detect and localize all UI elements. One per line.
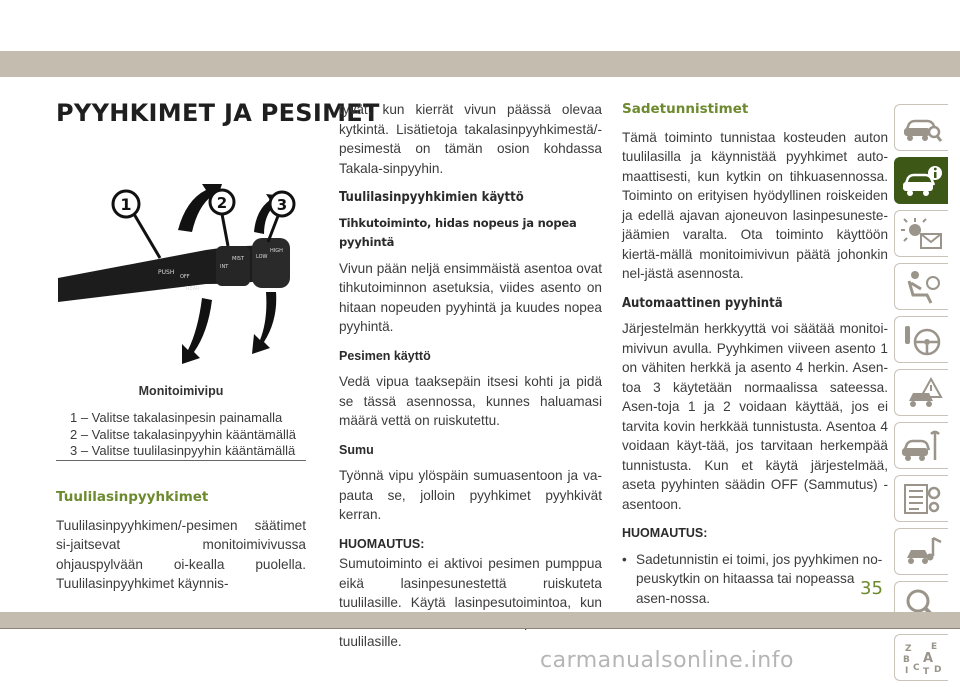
lever-label-mist: MIST [232,256,245,262]
tab-car-tools[interactable] [894,422,948,469]
paragraph: Tuulilasinpyyhkimen/-pesimen säätimet si-jaitsevat monitoimivivussa ohjauspylvään oi-kealla puolella. Tuulilasinpyyhkimet käynnis- [56,517,306,591]
note-label: HUOMAUTUS: [339,536,425,551]
subsection-heading: Pesimen käyttö [339,348,431,363]
seat-airbag-icon [901,269,943,305]
index-letter-e: E [930,641,937,652]
subsection-heading: Sumu [339,442,374,457]
caption-divider [56,460,306,461]
watermark: carmanualsonline.info [540,648,794,673]
note-text: Sumutoiminto ei aktivoi pesimen pumppua eikä lasinpesunestettä ruiskuteta tuulilasille. Käytä lasinpesutoimintoa, kun tuulilasille. [339,556,602,649]
callout-2: 2 [216,194,228,212]
tab-steering-wheel[interactable] [894,316,948,363]
column-1 [56,488,306,604]
index-letter-b: B [902,654,910,665]
steering-wheel-icon [901,322,943,358]
figure-caption-list [70,410,306,460]
car-info-icon [901,163,943,199]
bottom-band-line [0,628,960,629]
paragraph: Vivun pään neljä ensimmäistä asentoa ovat tihkutoiminnon asetuksia, viides asento on hitaan nopeuden pyyhintä ja kuudes nopea pyyhintä. [339,260,602,334]
subsection-heading: Tihkutoiminto, hidas nopeus ja nopea pyyhintä [339,215,577,249]
index-letter-t: T [922,666,929,676]
lever-label-low: LOW [256,254,268,260]
lever-label-high: HIGH [270,248,283,254]
tab-warning-triangle[interactable] [894,369,948,416]
column-2 [339,100,602,662]
caption-item: 2 – Valitse takalasinpyyhin kääntämällä [70,426,296,442]
top-band [0,51,960,77]
callout-3: 3 [276,196,288,214]
section-heading: Sadetunnistimet [622,101,749,117]
section-heading: Tuulilasinpyyhkimet [56,489,209,505]
tab-spec-list[interactable] [894,475,948,522]
bottom-band [0,612,960,628]
callout-1: 1 [120,195,132,214]
car-search-icon [901,110,943,146]
lever-label-push: PUSH [158,269,175,276]
light-warning-icon [901,216,943,252]
tab-seat-airbag[interactable] [894,263,948,310]
paragraph: tyvät, kun kierrät vivun päässä olevaa kytkintä. Lisätietoja takalasinpyyhkimestä/-pesimestä on tämän osion kohdassa Takala-sinpyyhin. [339,102,602,176]
paragraph: Tämä toiminto tunnistaa kosteuden auton tuulilasilla ja käynnistää pyyhkimet auto-maattisesti, kun kytkin on tihkuasennossa. Toiminto on erityisen hyödyllinen roiskeiden ja edellä ajavan ajoneuvon lasinpesuneste-jäämien varalta. Ota toiminto käyttöön kiertä-mällä monitoimivivun päätä johonkin nel-jästä asennosta. [622,129,888,281]
section-heading: Tuulilasinpyyhkimien käyttö [339,190,524,205]
note-label: HUOMAUTUS: [622,526,708,540]
tab-light-warning[interactable] [894,210,948,257]
lever-label-rear: REAR [186,286,200,292]
lever-tip [252,238,290,288]
index-letter-i: I [904,665,908,676]
caption-item: 3 – Valitse tuulilasinpyyhin kääntämällä [70,443,296,458]
music-icon [901,534,943,570]
index-letter-d: D [933,664,941,675]
warning-triangle-icon [901,375,943,411]
caption-item: 1 – Valitse takalasinpesin painamalla [70,410,283,425]
tab-car-info[interactable] [894,157,948,204]
column-3 [622,100,888,608]
page-title: PYYHKIMET JA PESIMET [56,99,380,127]
tab-car-search[interactable] [894,104,948,151]
bullet-item [622,550,888,609]
figure-caption-title: Monitoimivipu [138,384,224,398]
page-number: 35 [860,578,883,599]
lever-label-int: INT [220,264,229,270]
paragraph: Työnnä vipu ylöspäin sumuasentoon ja va-pauta se, jolloin pyyhkimet pyyhkivät kerran. [339,468,602,522]
chapter-tabs [894,104,948,687]
arrow-down-1 [182,298,212,364]
car-tools-icon [901,428,943,464]
index-letter-a: A [922,650,933,666]
spec-list-icon [901,481,943,517]
multifunction-lever-figure [56,180,306,365]
bullet-dot: • [622,551,627,567]
tab-music[interactable] [894,528,948,575]
lever-label-off: OFF [180,274,190,280]
bullet-text: Sadetunnistin ei toimi, jos pyyhkimen no-peuskytkin on hitaassa tai nopeassa asen-nossa. [636,551,883,606]
subsection-heading: Automaattinen pyyhintä [622,295,783,311]
paragraph: Järjestelmän herkkyyttä voi säätää monitoi-mivivun avulla. Pyyhkimen viiveen asento 1 on vähiten herkkä ja asento 4 herkin. Asen-toa 3 käytetään normaalissa sateessa. Asen-toja 1 ja 2 voidaan käyttää, jos ei tarvita kovin herkkää tunnistusta. Asentoa 4 voidaan käyt-tää, jos tarvitaan herkempää tunnistusta. Kun et käytä järjestelmää, aseta pyyhinten säädin OFF (Sammutus) -asentoon. [622,321,888,512]
arrow-down-2 [252,292,276,354]
paragraph: Vedä vipua taaksepäin itsesi kohti ja pidä se tässä asennossa, kunnes haluamasi määrä vettä on ruiskutettu. [339,374,602,428]
index-letters-icon [901,640,943,676]
index-letter-c: C [912,662,920,673]
index-letter-z: Z [904,643,912,654]
tab-index[interactable] [894,634,948,681]
